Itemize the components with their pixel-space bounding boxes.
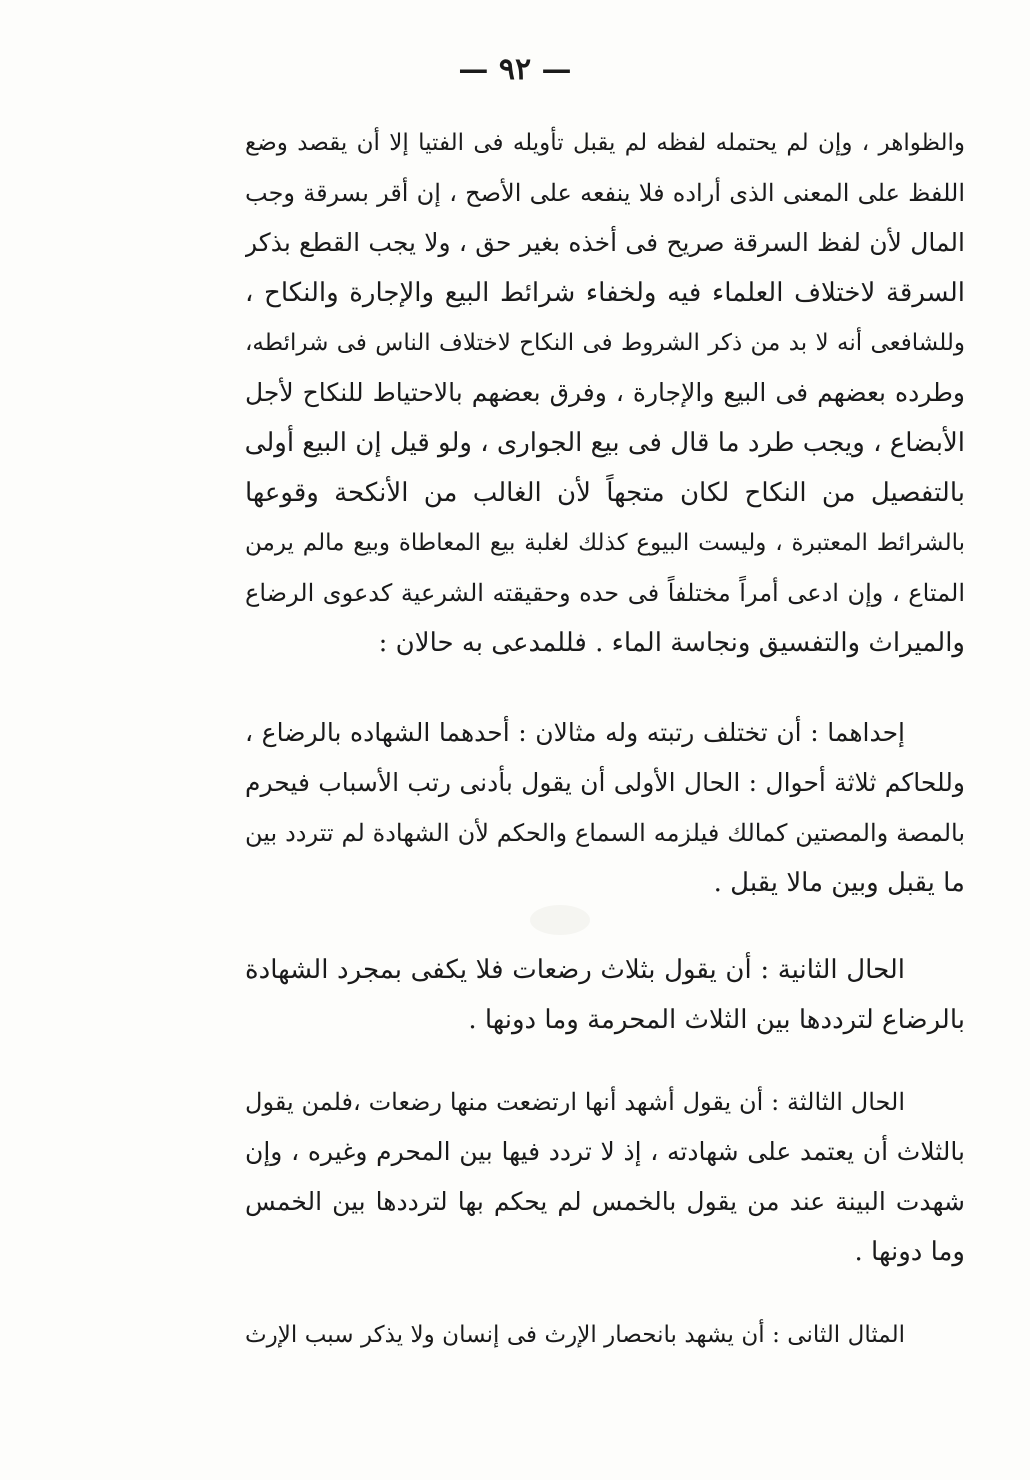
text-line: وللحاكم ثلاثة أحوال : الحال الأولى أن يقول بأدنى رتب الأسباب فيحرم: [245, 768, 965, 797]
text-line: ما يقبل وبين مالا يقبل .: [713, 868, 965, 898]
text-line: المثال الثانى : أن يشهد بانحصار الإرث فى إنسان ولا يذكر سبب الإرث: [245, 1322, 905, 1348]
text-line: وما دونها .: [854, 1237, 965, 1267]
paragraph-4: [245, 1077, 965, 1277]
text-line: والظواهر ، وإن لم يحتمله لفظه لم يقبل تأويله فى الفتيا إلا أن يقصد وضع: [245, 130, 965, 156]
text-line: بالشرائط المعتبرة ، وليست البيوع كذلك لغلبة بيع المعاطاة وبيع مالم يرمن: [245, 530, 965, 556]
text-line: والميراث والتفسيق ونجاسة الماء . فللمدعى به حالان :: [378, 628, 965, 658]
text-line: بالرضاع لترددها بين الثلاث المحرمة وما دونها .: [468, 1005, 965, 1035]
text-line: الأبضاع ، ويجب طرد ما قال فى بيع الجوارى ، ولو قيل إن البيع أولى: [245, 428, 965, 458]
text-line: الحال الثانية : أن يقول بثلاث رضعات فلا يكفى بمجرد الشهادة: [245, 955, 905, 985]
page-number: — ٩٢ —: [458, 52, 572, 87]
text-line: السرقة لاختلاف العلماء فيه ولخفاء شرائط البيع والإجارة والنكاح ،: [245, 278, 965, 308]
text-line: بالمصة والمصتين كمالك فيلزمه السماع والحكم لأن الشهادة لم تتردد بين: [245, 819, 965, 847]
paper-stain: [530, 905, 590, 935]
paragraph-1: [245, 118, 965, 668]
text-line: الحال الثالثة : أن يقول أشهد أنها ارتضعت منها رضعات ،فلمن يقول: [245, 1088, 905, 1116]
text-line: إحداهما : أن تختلف رتبته وله مثالان : أحدهما الشهاده بالرضاع ،: [245, 718, 905, 747]
text-line: وللشافعى أنه لا بد من ذكر الشروط فى النكاح لاختلاف الناس فى شرائطه،: [245, 330, 965, 356]
text-line: وطرده بعضهم فى البيع والإجارة ، وفرق بعضهم بالاحتياط للنكاح لأجل: [245, 378, 965, 407]
text-line: المال لأن لفظ السرقة صريح فى أخذه بغير حق ، ولا يجب القطع بذكر: [245, 228, 965, 257]
text-line: بالثلاث أن يعتمد على شهادته ، إذ لا تردد فيها بين المحرم وغيره ، وإن: [245, 1137, 965, 1166]
text-line: المتاع ، وإن ادعى أمراً مختلفاً فى حده وحقيقته الشرعية كدعوى الرضاع: [245, 579, 965, 607]
paragraph-5: [245, 1310, 965, 1360]
paragraph-3: [245, 945, 965, 1045]
text-line: بالتفصيل من النكاح لكان متجهاً لأن الغالب من الأنكحة وقوعها: [245, 478, 965, 508]
paragraph-2: [245, 708, 965, 908]
text-line: شهدت البينة عند من يقول بالخمس لم يحكم بها لترددها بين الخمس: [245, 1187, 965, 1216]
text-line: اللفظ على المعنى الذى أراده فلا ينفعه على الأصح ، إن أقر بسرقة وجب: [245, 179, 965, 207]
